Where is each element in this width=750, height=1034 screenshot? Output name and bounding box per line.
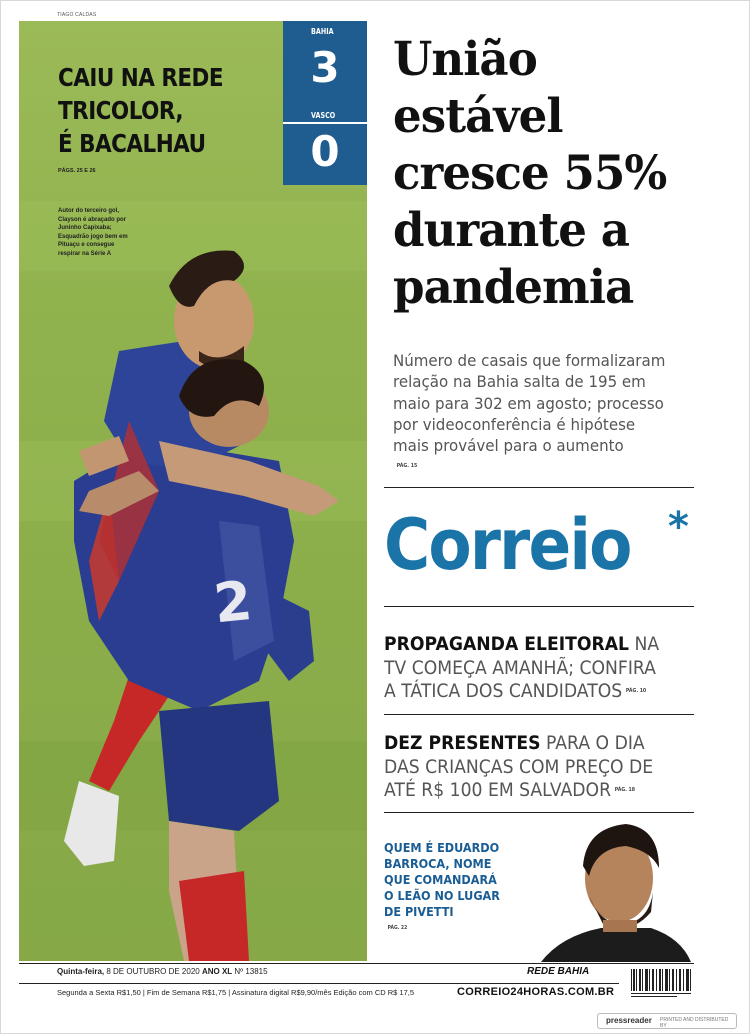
pressreader-badge[interactable] (597, 1013, 737, 1029)
divider-rule (384, 487, 694, 488)
lead-page-ref: PÁGS. 25 E 26 (58, 168, 96, 174)
svg-text:2: 2 (210, 568, 255, 636)
pressreader-tagline: PRINTED AND DISTRIBUTED BY (660, 1017, 729, 1029)
footer-date-bar (19, 963, 694, 981)
story2-page-ref: PÁG. 10 (625, 688, 647, 695)
website-link[interactable]: CORREIO24HORAS.COM.BR (457, 986, 615, 998)
team-home-score: 3 (310, 43, 340, 92)
rede-bahia-logo: REDE BAHIA (527, 966, 590, 977)
edition-date: Quinta-feira, 8 DE OUTUBRO DE 2020 ANO XL Nº 13815 (57, 967, 268, 976)
coach-photo (531, 816, 694, 962)
lead-headline: CAIU NA REDE TRICOLOR, É BACALHAU (58, 63, 224, 158)
masthead-star-icon: * (668, 504, 689, 550)
masthead-logo (384, 503, 694, 587)
main-subheadline: Número de casais que formalizaram relação na Bahia salta de 195 em maio para 302 em agosto; processo por videoconferência é hipótese mais provável para o aumento PÁG. 15 (393, 350, 675, 478)
story-electoral: PROPAGANDA ELEITORAL NA TV COMEÇA AMANHÃ; CONFIRA A TÁTICA DOS CANDIDATOS PÁG. 10 (384, 634, 660, 702)
divider-rule (384, 606, 694, 607)
photo-credit: TIAGO CALDAS (57, 12, 97, 18)
photo-caption: Autor do terceiro gol, Clayson é abraçado por Juninho Capixaba; Esquadrão jogo bem em Pituaçu e consegue respirar na Série A (58, 208, 128, 257)
footer-price-bar (19, 983, 619, 1001)
team-home-name: BAHIA (311, 27, 334, 36)
story-gifts: DEZ PRESENTES PARA O DIA DAS CRIANÇAS COM PREÇO DE ATÉ R$ 100 EM SALVADOR PÁG. 18 (384, 733, 654, 801)
coach-portrait-illustration (531, 816, 694, 962)
main-headline: União estável cresce 55% durante a pandemia (393, 32, 667, 315)
coach-teaser: QUEM É EDUARDO BARROCA, NOME QUE COMANDARÁ O LEÃO NO LUGAR DE PIVETTI PÁG. 22 (384, 840, 528, 936)
scoreboard (283, 21, 367, 185)
team-away-name: VASCO (311, 111, 336, 120)
masthead-word: Correio (384, 504, 631, 586)
coach-page-ref: PÁG. 22 (387, 925, 408, 931)
score-divider (283, 122, 367, 124)
barcode-icon (629, 967, 693, 999)
price-list: Segunda a Sexta R$1,50 | Fim de Semana R$1,75 | Assinatura digital R$9,90/mês Edição com CD R$ 17,5 (57, 988, 415, 997)
pressreader-logo: pressreader (606, 1016, 652, 1025)
story3-page-ref: PÁG. 18 (614, 787, 636, 794)
main-page-ref: PÁG. 15 (396, 463, 418, 470)
team-away-score: 0 (310, 127, 340, 176)
divider-rule (384, 812, 694, 813)
divider-rule (384, 714, 694, 715)
